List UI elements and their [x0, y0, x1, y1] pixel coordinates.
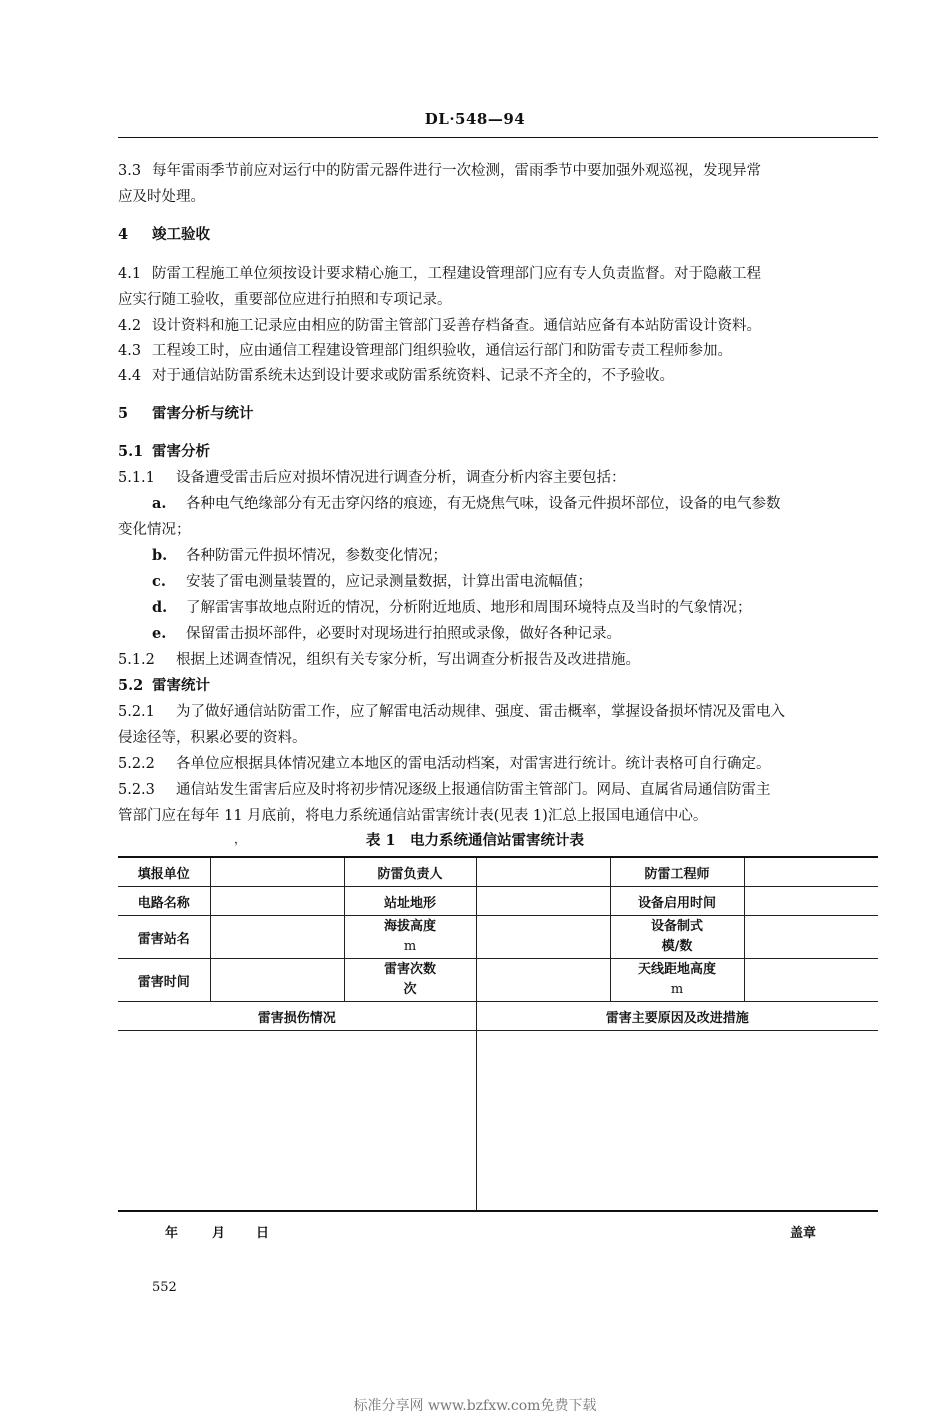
clause-5-2-1-cont: 侵途径等，积累必要的资料。	[118, 730, 307, 746]
stray-mark: ，	[234, 832, 247, 846]
label-damage-count	[344, 959, 476, 1002]
subsection-title: 雷害统计	[152, 677, 210, 694]
clause-number: 5.2.1	[118, 704, 155, 720]
label-damaged-station: 雷害站名	[118, 916, 210, 959]
subsection-title: 雷害分析	[152, 443, 210, 460]
subsection-number: 5.2	[118, 677, 144, 694]
item-text: 各种电气绝缘部分有无击穿闪络的痕迹，有无烧焦气味，设备元件损坏部位，设备的电气参数	[186, 496, 781, 512]
page-number: 552	[152, 1280, 177, 1295]
field-damage-time	[210, 959, 344, 1002]
clause-5-2-2	[118, 751, 883, 777]
item-text: 各种防雷元件损坏情况，参数变化情况；	[186, 548, 447, 564]
clause-5-2-3	[118, 777, 883, 803]
clause-4-3	[118, 338, 883, 364]
clause-number: 4.2	[118, 318, 142, 334]
label-equipment-mode	[610, 916, 744, 959]
clause-text: 各单位应根据具体情况建立本地区的雷电活动档案，对雷害进行统计。统计表格可自行确定。	[176, 756, 771, 772]
item-d	[152, 595, 883, 621]
footer-seal: 盖章	[790, 1226, 817, 1241]
lightning-damage-statistics-table	[118, 856, 878, 1212]
field-damage-situation	[118, 1031, 476, 1212]
field-cause-and-measures	[476, 1031, 878, 1212]
section-title: 竣工验收	[152, 226, 210, 243]
header-cause-and-measures: 雷害主要原因及改进措施	[476, 1002, 878, 1031]
item-b	[152, 543, 883, 569]
clause-4-1-cont: 应实行随工验收，重要部位应进行拍照和专项记录。	[118, 292, 452, 308]
clause-4-4	[118, 363, 883, 389]
item-text: 安装了雷电测量装置的，应记录测量数据，计算出雷电流幅值；	[186, 574, 592, 590]
clause-number: 5.2.3	[118, 782, 155, 798]
section-number: 5	[118, 405, 129, 422]
item-c	[152, 569, 883, 595]
antenna-height-unit: m	[670, 982, 684, 997]
label-lightning-engineer: 防雷工程师	[610, 857, 744, 887]
clause-text: 每年雷雨季节前应对运行中的防雷元器件进行一次检测，雷雨季节中要加强外观巡视，发现异常	[152, 163, 761, 179]
table-row	[118, 959, 878, 1002]
label-lightning-responsible: 防雷负责人	[344, 857, 476, 887]
clause-3-3-cont: 应及时处理。	[118, 189, 205, 205]
header-rule	[118, 137, 878, 138]
item-letter: a.	[152, 495, 167, 512]
item-a	[152, 491, 883, 517]
field-equipment-mode	[744, 916, 878, 959]
label-damage-time: 雷害时间	[118, 959, 210, 1002]
clause-number: 5.1.2	[118, 652, 155, 668]
label-reporting-unit: 填报单位	[118, 857, 210, 887]
clause-text: 设计资料和施工记录应由相应的防雷主管部门妥善存档备查。通信站应备有本站防雷设计资料。	[152, 318, 761, 334]
item-letter: c.	[152, 573, 166, 590]
clause-5-1-1	[118, 465, 883, 491]
antenna-height-label: 天线距地高度	[637, 962, 716, 977]
section-number: 4	[118, 226, 129, 243]
table-row	[118, 916, 878, 959]
item-text: 保留雷击损坏部件，必要时对现场进行拍照或录像，做好各种记录。	[186, 626, 621, 642]
clause-text: 根据上述调查情况，组织有关专家分析，写出调查分析报告及改进措施。	[176, 652, 640, 668]
clause-number: 4.4	[118, 368, 142, 384]
section-4-heading	[118, 222, 883, 248]
clause-text: 为了做好通信站防雷工作，应了解雷电活动规律、强度、雷击概率，掌握设备损坏情况及雷电入	[176, 704, 785, 720]
clause-4-1	[118, 261, 883, 287]
item-text: 了解雷害事故地点附近的情况，分析附近地质、地形和周围环境特点及当时的气象情况；	[186, 600, 752, 616]
clause-text: 工程竣工时，应由通信工程建设管理部门组织验收，通信运行部门和防雷专责工程师参加。	[152, 343, 732, 359]
item-a-cont: 变化情况；	[118, 522, 191, 538]
clause-5-2-1	[118, 699, 883, 725]
field-circuit-name	[210, 887, 344, 916]
damage-count-label: 雷害次数	[383, 962, 436, 977]
field-damage-count	[476, 959, 610, 1002]
item-letter: d.	[152, 599, 168, 616]
field-damaged-station	[210, 916, 344, 959]
subsection-number: 5.1	[118, 443, 144, 460]
equipment-mode-unit: 模/数	[661, 939, 693, 954]
standard-code-header: DL·548—94	[424, 110, 526, 128]
subsection-5-1-heading	[118, 439, 883, 465]
label-site-terrain: 站址地形	[344, 887, 476, 916]
item-e	[152, 621, 883, 647]
table-caption: 表 1 电力系统通信站雷害统计表	[365, 832, 585, 849]
footer-day: 日	[256, 1226, 270, 1241]
field-altitude	[476, 916, 610, 959]
clause-number: 4.3	[118, 343, 142, 359]
watermark: 标准分享网 www.bzfxw.com免费下载	[353, 1398, 597, 1414]
table-row	[118, 857, 878, 887]
footer-year: 年	[165, 1226, 179, 1241]
table-row	[118, 1002, 878, 1031]
clause-number: 5.1.1	[118, 470, 155, 486]
label-altitude	[344, 916, 476, 959]
table-row	[118, 1031, 878, 1212]
clause-4-2	[118, 313, 883, 339]
label-antenna-height	[610, 959, 744, 1002]
clause-text: 对于通信站防雷系统未达到设计要求或防雷系统资料、记录不齐全的，不予验收。	[152, 368, 674, 384]
clause-5-2-3-cont: 管部门应在每年 11 月底前，将电力系统通信站雷害统计表(见表 1)汇总上报国电通信中心。	[118, 808, 708, 824]
header-damage-situation: 雷害损伤情况	[118, 1002, 476, 1031]
clause-number: 4.1	[118, 266, 142, 282]
item-letter: e.	[152, 625, 167, 642]
field-lightning-responsible	[476, 857, 610, 887]
clause-number: 3.3	[118, 163, 142, 179]
field-reporting-unit	[210, 857, 344, 887]
clause-text: 通信站发生雷害后应及时将初步情况逐级上报通信防雷主管部门。网局、直属省局通信防雷主	[176, 782, 771, 798]
field-equipment-start-time	[744, 887, 878, 916]
label-equipment-start-time: 设备启用时间	[610, 887, 744, 916]
section-5-heading	[118, 401, 883, 427]
item-letter: b.	[152, 547, 168, 564]
label-circuit-name: 电路名称	[118, 887, 210, 916]
equipment-mode-label: 设备制式	[650, 919, 703, 934]
altitude-unit: m	[403, 939, 417, 954]
clause-5-1-2	[118, 647, 883, 673]
clause-3-3	[118, 158, 883, 184]
footer-month: 月	[212, 1226, 226, 1241]
clause-text: 防雷工程施工单位须按设计要求精心施工，工程建设管理部门应有专人负责监督。对于隐蔽工程	[152, 266, 761, 282]
field-antenna-height	[744, 959, 878, 1002]
clause-text: 设备遭受雷击后应对损坏情况进行调查分析，调查分析内容主要包括：	[176, 470, 626, 486]
field-site-terrain	[476, 887, 610, 916]
altitude-label: 海拔高度	[383, 919, 436, 934]
subsection-5-2-heading	[118, 673, 883, 699]
section-title: 雷害分析与统计	[152, 405, 254, 422]
damage-count-unit: 次	[403, 982, 417, 997]
table-row	[118, 887, 878, 916]
field-lightning-engineer	[744, 857, 878, 887]
clause-number: 5.2.2	[118, 756, 155, 772]
